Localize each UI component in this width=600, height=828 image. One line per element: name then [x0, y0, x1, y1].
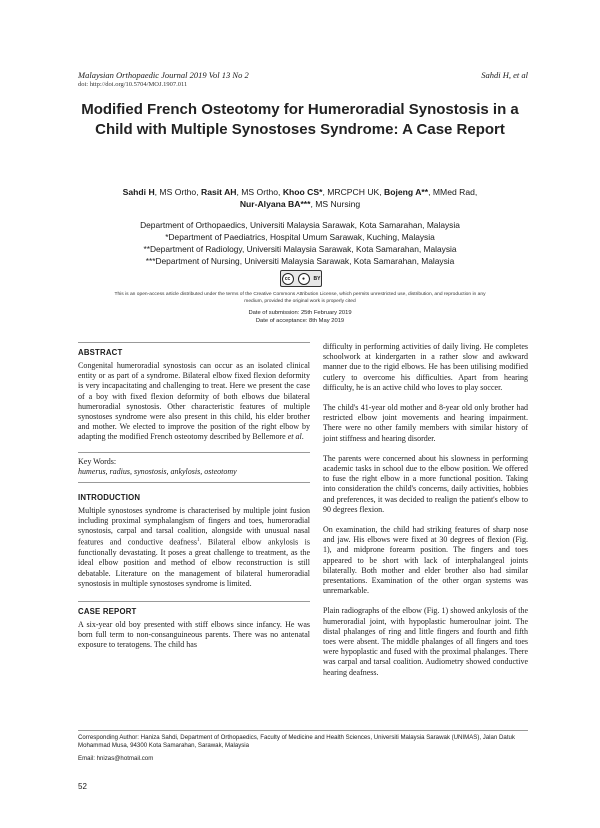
doi-link[interactable]: doi: http://doi.org/10.5704/MOJ.1907.011 — [78, 81, 188, 88]
introduction-heading: INTRODUCTION — [78, 492, 141, 502]
affiliation: ***Department of Nursing, Universiti Malaysia Sarawak, Kota Samarahan, Malaysia — [145, 256, 455, 266]
affiliation-list — [90, 219, 510, 267]
body-paragraph: Plain radiographs of the elbow (Fig. 1) showed ankylosis of the humeroradial joint, with hypoplastic humeroulnar joint. The distal phalanges of ring and little fingers and fourth and fifth toes were absent. The middle phalanges of all fingers and toes were hypoplastic and fused with the proximal phalanges. There was carpal and tarsal coalition. Audiometry showed conductive hearing deafness. — [323, 606, 528, 677]
abstract-body: Congenital humeroradial synostosis can occur as an isolated clinical entity or as part of a syndrome. Bilateral elbow fixed flexion deformity is very incapacitating and challenging to treat. Here we present the case of a boy with fixed flexion deformity of both elbows due bilateral humeroradial synostosis. Other characteristic features of multiple synostoses syndrome were also present in this child, his elder brother and mother. We elected to improve the position of the right elbow by adapting the modified French osteotomy described by Bellemore — [78, 361, 310, 442]
author-name: Sahdi H — [122, 187, 155, 197]
author-credentials: , MMed Rad, — [428, 187, 478, 197]
page-number: 52 — [78, 782, 87, 791]
body-paragraph: The child's 41-year old mother and 8-year old only brother had restricted elbow joint movements and hearing impairment. There were no other family members with similar history of joint stiffness and hearing disorder. — [323, 403, 528, 443]
paper-title: Modified French Osteotomy for Humeroradial Synostosis in a Child with Multiple Synostoses Syndrome: A Case Report — [81, 101, 519, 138]
right-column — [323, 342, 528, 678]
abstract-end: . — [301, 432, 304, 442]
author-credentials: , MS Ortho, — [154, 187, 201, 197]
abstract-heading: ABSTRACT — [78, 348, 123, 357]
section-divider — [78, 342, 310, 343]
affiliation: *Department of Paediatrics, Hospital Umum Sarawak, Kuching, Malaysia — [165, 232, 435, 242]
cc-logo-icon: cc — [282, 273, 294, 285]
running-author: Sahdi H, et al — [481, 70, 528, 80]
attribution-person-icon: ● — [298, 273, 310, 285]
author-credentials: , MS Ortho, — [236, 187, 283, 197]
submission-date: Date of submission: 25th February 2019 — [248, 310, 352, 316]
left-column — [78, 342, 310, 651]
author-name: Khoo CS* — [282, 187, 323, 197]
affiliation: Department of Orthopaedics, Universiti Malaysia Sarawak, Kota Samarahan, Malaysia — [140, 220, 460, 230]
abstract-emphasis: et al — [287, 432, 302, 442]
author-list — [90, 186, 510, 210]
by-label: BY — [313, 275, 321, 282]
author-credentials: , MRCPCH UK, — [322, 187, 385, 197]
keywords-label: Key Words: — [78, 456, 117, 466]
article-dates — [200, 310, 400, 325]
case-report-text: A six-year old boy presented with stiff elbows since infancy. He was born full term to non-consanguineous parents. There was no antenatal exposure to teratogens. The child has — [78, 619, 310, 650]
cc-by-license-icon[interactable] — [280, 270, 322, 287]
affiliation: **Department of Radiology, Universiti Malaysia Sarawak, Kota Samarahan, Malaysia — [143, 244, 457, 254]
intro-body: Multiple synostoses syndrome is characterised by multiple joint fusion including proximal symphalangism of fingers and toes, humeroradial synostosis, carpal and tarsal coalition, alongside with unusual nasal features and conductive deafness — [78, 505, 310, 547]
case-report-heading: CASE REPORT — [78, 606, 137, 616]
keywords-text: humerus, radius, synostosis, ankylosis, osteotomy — [78, 466, 237, 476]
body-paragraph: On examination, the child had striking features of sharp nose and jaw. His elbows were fixed at 30 degrees of flexion (Fig. 1), and midprone forearm position. The fingers and toes appeared to be short with lack of interphalangeal joints bilaterally. Both mother and elder brother also had similar presentations. Examination of the other organ systems was unremarkable. — [323, 525, 528, 596]
author-credentials: , MS Nursing — [310, 199, 361, 209]
author-name: Rasit AH — [200, 187, 237, 197]
footer-divider — [78, 730, 528, 731]
body-paragraph: The parents were concerned about his slowness in performing academic tasks in school due to the elbow position. We offered to fuse the right elbow in a more functional position. Taking into consideration the child's concerns, daily activities, hobbies and preferences, it was decided to realign the patient's elbow to 90 degrees flexion. — [323, 453, 528, 514]
abstract-text — [78, 361, 310, 443]
keywords-box — [78, 452, 310, 483]
license-statement: This is an open-access article distributed under the terms of the Creative Commons Attribution License, which permits unrestricted use, distribution, and reproduction in any medium, provided the original work is properly cited — [114, 292, 486, 304]
journal-header: Malaysian Orthopaedic Journal 2019 Vol 13 No 2 — [78, 70, 249, 80]
introduction-text — [78, 506, 310, 589]
author-name: Bojeng A** — [384, 187, 429, 197]
author-name: Nur-Alyana BA*** — [239, 199, 311, 209]
intro-body-cont: . Bilateral elbow ankylosis is functionally devastating. It poses a great challenge to treatment, as the ideal elbow position and method of elbow reconstruction is still debatable. Literature on the management of bilateral humeroradial synostosis in multiple synostoses syndrome is limited. — [78, 537, 310, 588]
acceptance-date: Date of acceptance: 8th May 2019 — [255, 317, 345, 324]
section-divider — [78, 601, 310, 602]
corresponding-author: Corresponding Author: Haniza Sahdi, Department of Orthopaedics, Faculty of Medicine and Health Sciences, Universiti Malaysia Sarawak (UNIMAS), Jalan Datuk Mohammad Musa, 94300 Kota Samarahan, Sarawak, Malaysia — [78, 734, 515, 750]
author-email[interactable]: Email: hnizas@hotmail.com — [78, 755, 154, 762]
body-paragraph: difficulty in performing activities of daily living. He completes schoolwork at kindergarten in a rather slow and awkward manner due to the rigid elbows. He has been utilising modified cutlery to overcome his difficulties. Apart from hearing difficulty, he is an active child who loves to play soccer. — [323, 342, 528, 392]
citation-marker[interactable]: 1 — [196, 538, 200, 544]
